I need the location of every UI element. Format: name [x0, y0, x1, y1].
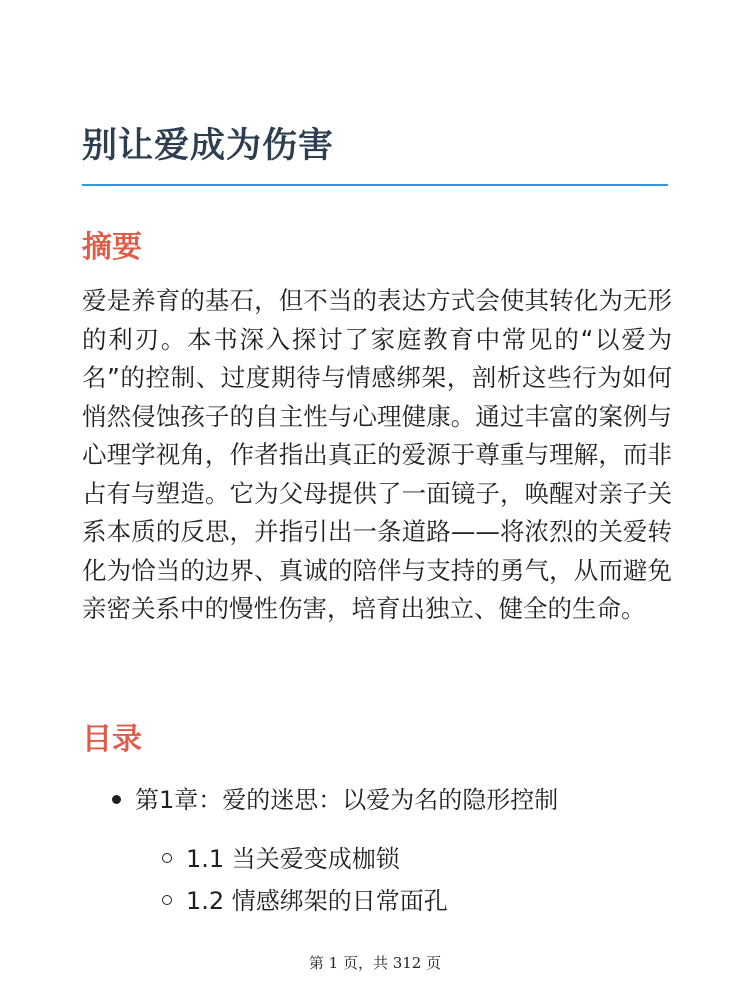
toc-item-label: 1.2 情感绑架的日常面孔 [186, 887, 448, 915]
toc-item-section-1-1[interactable] [162, 839, 400, 874]
toc-item-label: 1.1 当关爱变成枷锁 [186, 845, 400, 873]
circle-bullet-icon [162, 895, 172, 905]
toc-heading: 目录 [82, 722, 142, 757]
circle-bullet-icon [162, 853, 172, 863]
bullet-icon [112, 795, 121, 804]
page-footer: 第 1 页，共 312 页 [308, 954, 442, 972]
toc-item-section-1-2[interactable] [162, 881, 448, 916]
toc-item-label: 第1章：爱的迷思：以爱为名的隐形控制 [135, 786, 559, 814]
document-title: 别让爱成为伤害 [82, 126, 335, 166]
abstract-paragraph: 爱是养育的基石，但不当的表达方式会使其转化为无形的利刃。本书深入探讨了家庭教育中常见的“以爱为名”的控制、过度期待与情感绑架，剖析这些行为如何悄然侵蚀孩子的自主性与心理健康。通过丰富的案例与心理学视角，作者指出真正的爱源于尊重与理解，而非占有与塑造。它为父母提供了一面镜子，唤醒对亲子关系本质的反思，并指引出一条道路——将浓烈的关爱转化为恰当的边界、真诚的陪伴与支持的勇气，从而避免亲密关系中的慢性伤害，培育出独立、健全的生命。 [82, 286, 672, 623]
summary-heading: 摘要 [82, 230, 142, 265]
toc-item-chapter-1[interactable] [112, 780, 558, 815]
title-divider [82, 184, 668, 186]
